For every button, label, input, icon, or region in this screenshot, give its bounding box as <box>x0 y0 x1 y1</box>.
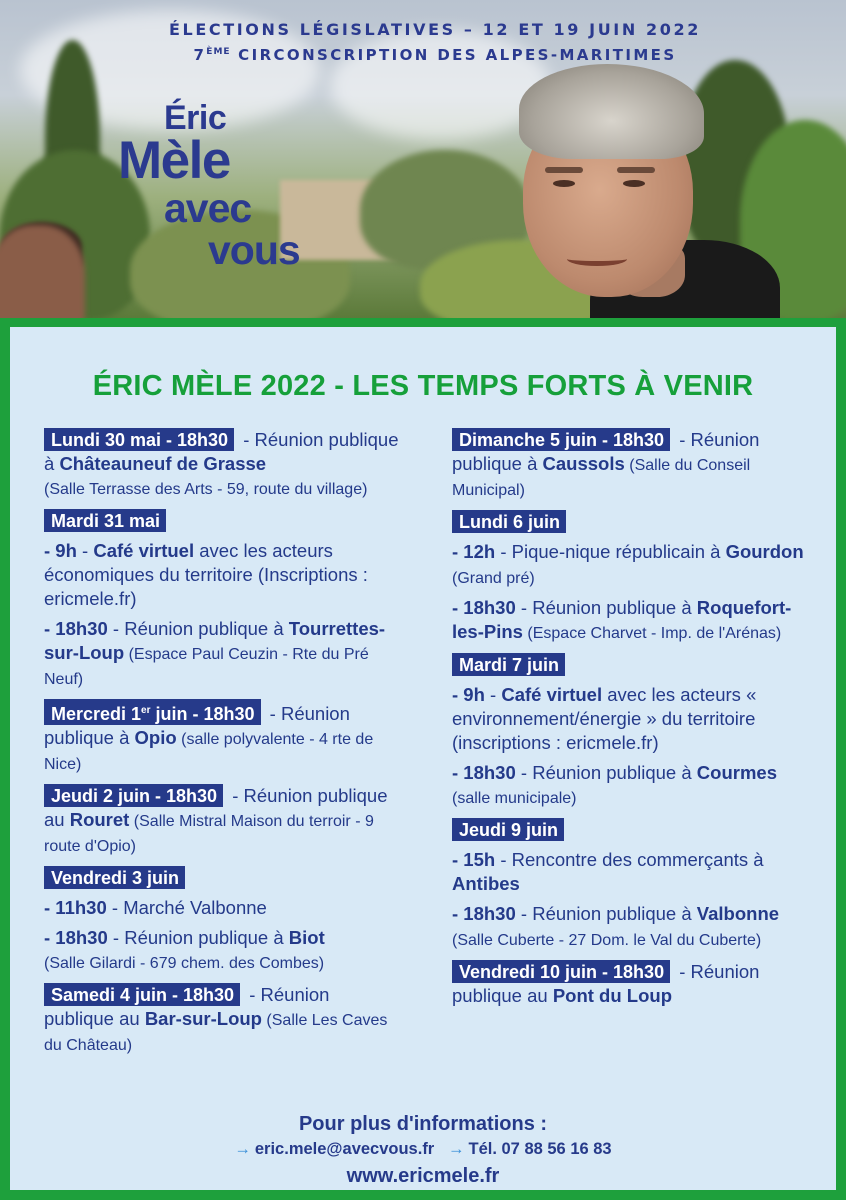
constituency: 7ÈME CIRCONSCRIPTION DES ALPES-MARITIMES <box>193 46 677 64</box>
arrow-right-icon: → <box>234 1140 251 1158</box>
event-item: - 18h30 - Réunion publique à Biot (Salle Gilardi - 679 chem. des Combes) <box>44 927 325 972</box>
event-place: Roquefort-les-Pins <box>452 597 792 642</box>
event-entry: Jeudi 2 juin - 18h30 - Réunion publique au Rouret (Salle Mistral Maison du terroir - 9 route d'Opio) <box>44 785 388 855</box>
event-place: Biot <box>288 927 325 948</box>
contact-footer <box>10 1111 836 1191</box>
date-tag: Vendredi 10 juin - 18h30 <box>452 960 670 983</box>
event-entry <box>452 653 812 810</box>
date-tag: Lundi 30 mai - 18h30 <box>44 428 234 451</box>
panel-title: ÉRIC MÈLE 2022 - LES TEMPS FORTS À VENIR <box>92 370 754 402</box>
event-detail: (Salle Terrasse des Arts - 59, route du village) <box>44 481 368 498</box>
event-item: - 18h30 - Réunion publique à Courmes (salle municipale) <box>452 762 777 807</box>
background-person-body <box>0 225 85 318</box>
event-item: - 11h30 - Marché Valbonne <box>44 897 267 918</box>
event-entry: Lundi 30 mai - 18h30 - Réunion publique à Châteauneuf de Grasse (Salle Terrasse des Arts - 59, route du village) <box>44 429 399 498</box>
phone-number[interactable]: Tél. 07 88 56 16 83 <box>468 1140 612 1158</box>
date-tag: Jeudi 2 juin - 18h30 <box>44 784 223 807</box>
event-place: Antibes <box>452 873 520 894</box>
date-tag: Dimanche 5 juin - 18h30 <box>452 428 670 451</box>
left-column <box>44 428 404 1065</box>
event-item: - 9h - Café virtuel avec les acteurs « environnement/énergie » du territoire (inscriptions : ericmele.fr) <box>452 684 757 753</box>
event-place: Bar-sur-Loup <box>144 1008 262 1029</box>
event-place: Gourdon <box>725 541 804 562</box>
election-header <box>0 18 846 67</box>
event-entry: Samedi 4 juin - 18h30 - Réunion publique au Bar-sur-Loup (Salle Les Caves du Château) <box>44 984 388 1054</box>
event-place: Pont du Loup <box>552 985 672 1006</box>
right-column <box>452 428 812 1016</box>
event-item: - 18h30 - Réunion publique à Roquefort-les-Pins (Espace Charvet - Imp. de l'Arénas) <box>452 597 792 642</box>
event-place: Valbonne <box>696 903 780 924</box>
date-tag: Lundi 6 juin <box>452 510 566 533</box>
info-heading: Pour plus d'informations : <box>298 1113 548 1135</box>
date-tag: Samedi 4 juin - 18h30 <box>44 983 240 1006</box>
event-item: - 15h - Rencontre des commerçants à Antibes <box>452 849 764 894</box>
event-place: Rouret <box>69 809 130 830</box>
event-place: Courmes <box>696 762 777 783</box>
event-place: Opio <box>134 727 177 748</box>
event-item: - 12h - Pique-nique républicain à Gourdon (Grand pré) <box>452 541 804 587</box>
events-panel <box>0 318 846 1200</box>
event-entry <box>44 509 404 691</box>
event-place: Châteauneuf de Grasse <box>59 453 267 474</box>
date-tag: Mardi 7 juin <box>452 653 565 676</box>
email-link[interactable]: eric.mele@avecvous.fr <box>254 1140 435 1158</box>
event-item: - 18h30 - Réunion publique à Tourrettes-sur-Loup (Espace Paul Ceuzin - Rte du Pré Neuf) <box>44 618 386 688</box>
date-tag: Mardi 31 mai <box>44 509 166 532</box>
slogan-vous: vous <box>208 227 300 273</box>
date-tag: Jeudi 9 juin <box>452 818 564 841</box>
event-entry: Mercredi 1er juin - 18h30 - Réunion publique à Opio (salle polyvalente - 4 rte de Nice) <box>44 699 404 776</box>
date-tag: Mercredi 1er juin - 18h30 <box>44 699 261 725</box>
event-entry <box>452 510 812 645</box>
website-link[interactable]: www.ericmele.fr <box>346 1165 500 1187</box>
event-entry: Dimanche 5 juin - 18h30 - Réunion publique à Caussols (Salle du Conseil Municipal) <box>452 429 760 499</box>
slogan-last-name: Mèle <box>118 131 230 190</box>
event-item: - 9h - Café virtuel avec les acteurs économiques du territoire (Inscriptions : ericmele.fr) <box>44 540 368 609</box>
date-tag: Vendredi 3 juin <box>44 866 185 889</box>
slogan-avec: avec <box>164 185 252 231</box>
election-title: ÉLECTIONS LÉGISLATIVES – 12 ET 19 JUIN 2022 <box>169 20 701 39</box>
event-place: Caussols <box>542 453 625 474</box>
candidate-portrait <box>505 62 765 318</box>
event-item: - 18h30 - Réunion publique à Valbonne (Salle Cuberte - 27 Dom. le Val du Cuberte) <box>452 903 780 949</box>
event-entry <box>452 818 812 952</box>
arrow-right-icon: → <box>448 1140 465 1158</box>
event-entry: Vendredi 10 juin - 18h30 - Réunion publique au Pont du Loup <box>452 961 760 1006</box>
contact-line <box>10 1137 836 1161</box>
event-place: Tourrettes-sur-Loup <box>44 618 386 663</box>
event-entry <box>44 866 404 975</box>
header-photo <box>0 0 846 318</box>
slogan-first-name: Éric <box>164 99 227 137</box>
